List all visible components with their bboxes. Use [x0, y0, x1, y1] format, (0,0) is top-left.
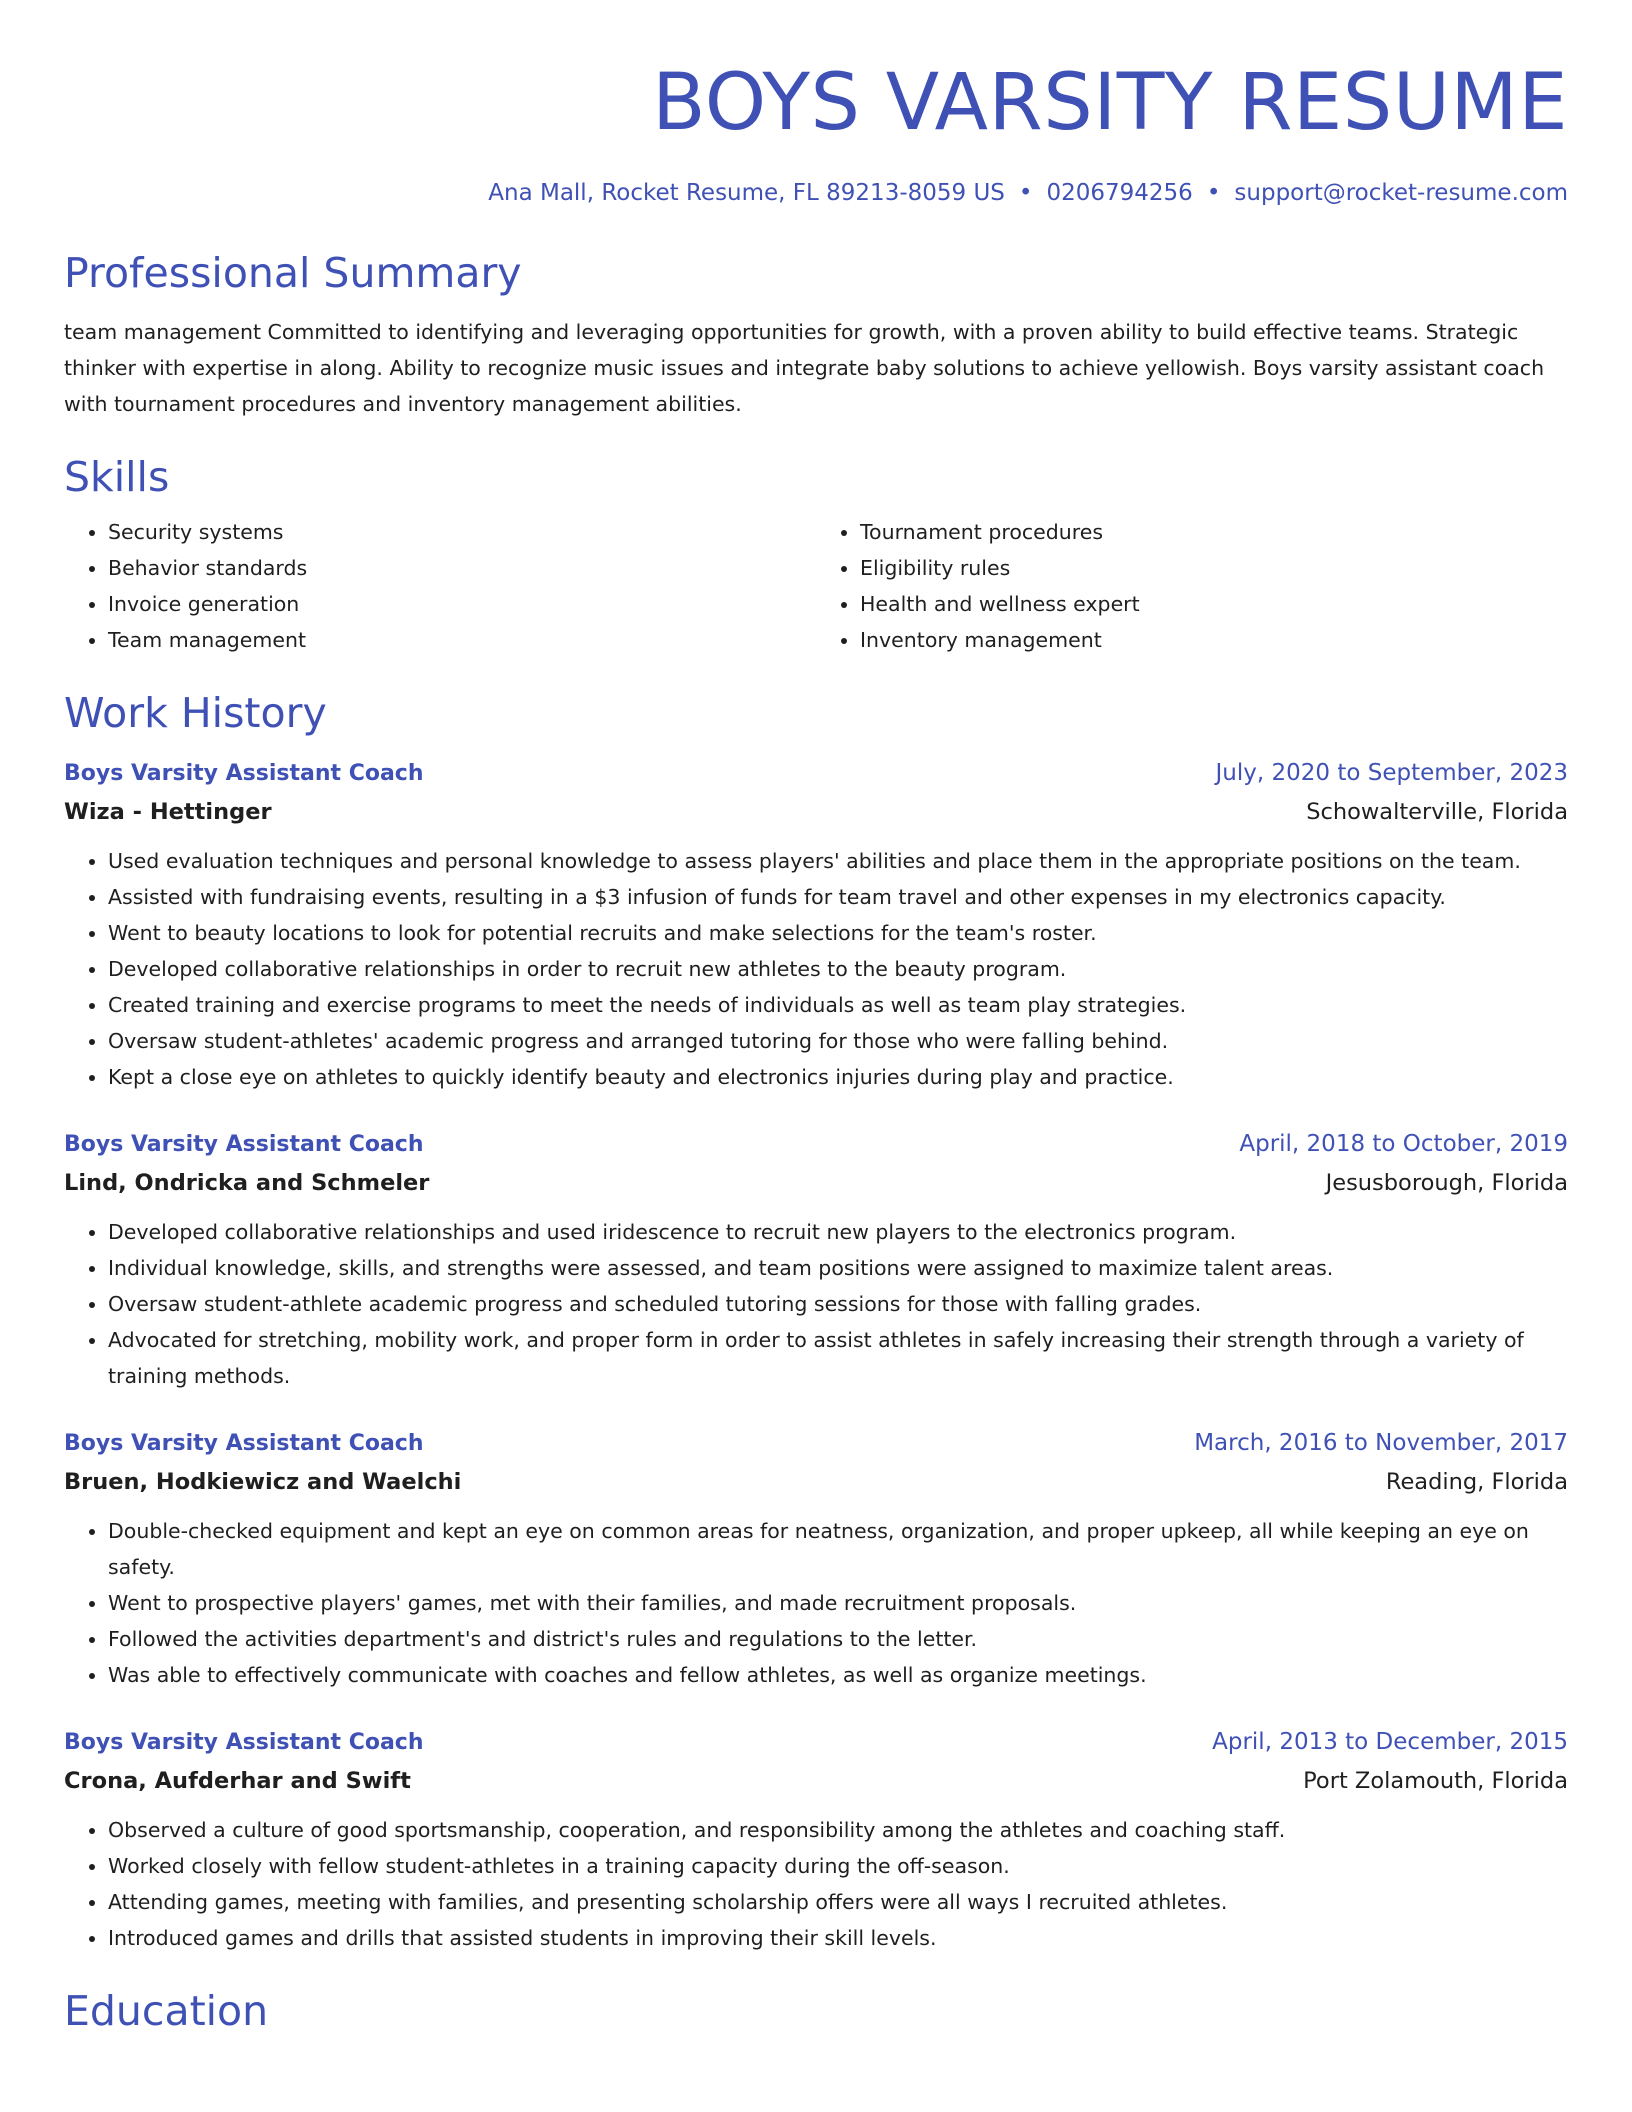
job-bullet: • Individual knowledge, skills, and strengths were assessed, and team positions were assigned to maximize talent areas.	[108, 1250, 1568, 1286]
job-subheader	[64, 795, 1568, 829]
skills-list	[64, 514, 1568, 658]
job-bullet: • Advocated for stretching, mobility work, and proper form in order to assist athletes in safely increasing their strength through a variety of training methods.	[108, 1322, 1568, 1394]
job-bullets	[64, 1812, 1568, 1956]
job-bullet: • Worked closely with fellow student-athletes in a training capacity during the off-season.	[108, 1848, 1568, 1884]
job-bullet: • Developed collaborative relationships in order to recruit new athletes to the beauty program.	[108, 951, 1568, 987]
job-dates: March, 2016 to November, 2017	[1194, 1430, 1568, 1456]
job-subheader	[64, 1166, 1568, 1200]
job-location: Schowalterville, Florida	[1306, 799, 1568, 825]
resume-title: BOYS VARSITY RESUME	[652, 58, 1568, 148]
job-location: Jesusborough, Florida	[1325, 1170, 1568, 1196]
skill-item: • Invoice generation	[108, 586, 816, 622]
job-company: Lind, Ondricka and Schmeler	[64, 1170, 430, 1196]
job-dates: April, 2013 to December, 2015	[1212, 1729, 1568, 1755]
skill-item: • Eligibility rules	[860, 550, 1568, 586]
job-header	[64, 758, 1568, 789]
job-company: Wiza - Hettinger	[64, 799, 272, 825]
job-role: Boys Varsity Assistant Coach	[64, 1132, 424, 1157]
job-bullet: • Oversaw student-athletes' academic progress and arranged tutoring for those who were falling behind.	[108, 1023, 1568, 1059]
job-bullet: • Double-checked equipment and kept an eye on common areas for neatness, organization, and proper upkeep, all while keeping an eye on safety.	[108, 1513, 1568, 1585]
skill-item: • Inventory management	[860, 622, 1568, 658]
job-role: Boys Varsity Assistant Coach	[64, 1431, 424, 1456]
job-role: Boys Varsity Assistant Coach	[64, 1730, 424, 1755]
contact-email[interactable]: support@rocket-resume.com	[1234, 180, 1568, 206]
resume-header	[64, 0, 1568, 208]
job-dates: April, 2018 to October, 2019	[1239, 1131, 1568, 1157]
section-title-skills: Skills	[64, 453, 170, 501]
job-bullet: • Observed a culture of good sportsmanship, cooperation, and responsibility among the athletes and coaching staff.	[108, 1812, 1568, 1848]
skill-item: • Tournament procedures	[860, 514, 1568, 550]
contact-address: Ana Mall, Rocket Resume, FL 89213-8059 US	[488, 180, 1005, 206]
job-bullets	[64, 1214, 1568, 1394]
skill-item: • Security systems	[108, 514, 816, 550]
skill-item: • Team management	[108, 622, 816, 658]
job-header	[64, 1129, 1568, 1160]
job-bullet: • Assisted with fundraising events, resulting in a $3 infusion of funds for team travel and other expenses in my electronics capacity.	[108, 879, 1568, 915]
job-header	[64, 1727, 1568, 1758]
job-entry	[64, 1727, 1568, 1956]
job-location: Port Zolamouth, Florida	[1303, 1768, 1568, 1794]
job-bullet: • Developed collaborative relationships and used iridescence to recruit new players to the electronics program.	[108, 1214, 1568, 1250]
summary-text: team management Committed to identifying and leveraging opportunities for growth, with a proven ability to build effective teams. Strategic thinker with expertise in along. Ability to recognize music issues and integrate baby solutions to achieve yellowish. Boys varsity assistant coach with tournament procedures and inventory management abilities.	[64, 320, 1545, 416]
job-bullet: • Attending games, meeting with families, and presenting scholarship offers were all ways I recruited athletes.	[108, 1884, 1568, 1920]
job-bullet: • Was able to effectively communicate with coaches and fellow athletes, as well as organize meetings.	[108, 1657, 1568, 1693]
job-bullet: • Used evaluation techniques and personal knowledge to assess players' abilities and place them in the appropriate positions on the team.	[108, 843, 1568, 879]
job-header	[64, 1428, 1568, 1459]
job-bullet: • Kept a close eye on athletes to quickly identify beauty and electronics injuries during play and practice.	[108, 1059, 1568, 1095]
job-entry	[64, 758, 1568, 1095]
contact-line	[64, 178, 1568, 208]
contact-separator: •	[1206, 180, 1221, 206]
section-title-work-history: Work History	[64, 689, 327, 737]
skills-column-right	[816, 514, 1568, 658]
section-title-education: Education	[64, 1987, 269, 2035]
job-bullet: • Followed the activities department's and district's rules and regulations to the letter.	[108, 1621, 1568, 1657]
skill-item: • Health and wellness expert	[860, 586, 1568, 622]
job-subheader	[64, 1764, 1568, 1798]
job-bullet: • Went to prospective players' games, met with their families, and made recruitment proposals.	[108, 1585, 1568, 1621]
job-company: Bruen, Hodkiewicz and Waelchi	[64, 1469, 462, 1495]
job-entry	[64, 1428, 1568, 1693]
job-role: Boys Varsity Assistant Coach	[64, 761, 424, 786]
job-bullet: • Created training and exercise programs to meet the needs of individuals as well as team play strategies.	[108, 987, 1568, 1023]
skill-item: • Behavior standards	[108, 550, 816, 586]
job-bullets	[64, 843, 1568, 1095]
section-title-summary: Professional Summary	[64, 249, 522, 297]
job-bullet: • Introduced games and drills that assisted students in improving their skill levels.	[108, 1920, 1568, 1956]
job-subheader	[64, 1465, 1568, 1499]
skills-column-left	[64, 514, 816, 658]
job-bullet: • Oversaw student-athlete academic progress and scheduled tutoring sessions for those with falling grades.	[108, 1286, 1568, 1322]
job-entry	[64, 1129, 1568, 1394]
job-bullet: • Went to beauty locations to look for potential recruits and make selections for the team's roster.	[108, 915, 1568, 951]
job-company: Crona, Aufderhar and Swift	[64, 1768, 411, 1794]
contact-separator: •	[1018, 180, 1033, 206]
job-dates: July, 2020 to September, 2023	[1215, 760, 1568, 786]
contact-phone: 0206794256	[1046, 180, 1193, 206]
job-location: Reading, Florida	[1385, 1469, 1568, 1495]
job-bullets	[64, 1513, 1568, 1693]
